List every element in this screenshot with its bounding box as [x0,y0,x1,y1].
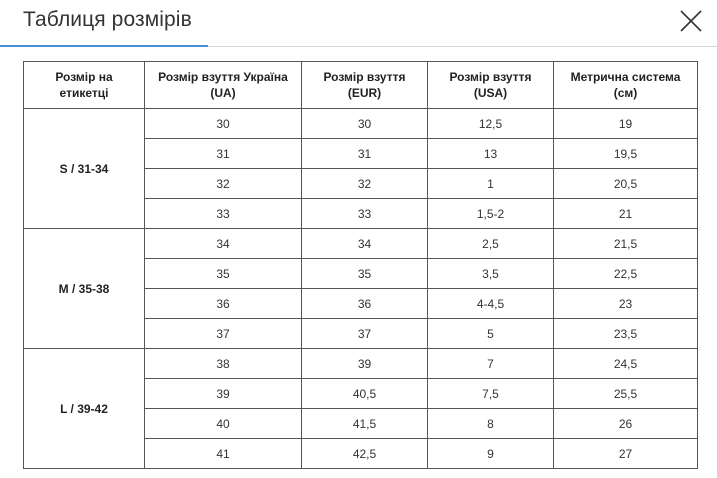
cell-usa: 8 [428,409,554,439]
table-row [24,349,698,379]
column-header-label: Розмір на етикетці [24,62,145,109]
cell-usa: 7,5 [428,379,554,409]
title-underline [0,45,208,47]
cell-ua: 35 [145,259,302,289]
cell-ua: 39 [145,379,302,409]
cell-cm: 25,5 [554,379,698,409]
cell-usa: 2,5 [428,229,554,259]
cell-ua: 37 [145,319,302,349]
cell-eur: 34 [302,229,428,259]
cell-cm: 22,5 [554,259,698,289]
close-button[interactable] [678,8,704,34]
modal-header [0,0,717,47]
size-group-label: L / 39-42 [24,349,145,469]
cell-cm: 19,5 [554,139,698,169]
cell-usa: 12,5 [428,109,554,139]
cell-eur: 39 [302,349,428,379]
size-group-label: S / 31-34 [24,109,145,229]
cell-cm: 20,5 [554,169,698,199]
cell-eur: 41,5 [302,409,428,439]
cell-usa: 5 [428,319,554,349]
cell-ua: 30 [145,109,302,139]
size-table-body [24,109,698,469]
cell-ua: 36 [145,289,302,319]
cell-eur: 31 [302,139,428,169]
cell-cm: 26 [554,409,698,439]
size-table-head [24,62,698,109]
cell-ua: 31 [145,139,302,169]
cell-ua: 33 [145,199,302,229]
cell-usa: 4-4,5 [428,289,554,319]
cell-eur: 40,5 [302,379,428,409]
cell-eur: 32 [302,169,428,199]
cell-eur: 30 [302,109,428,139]
cell-usa: 1 [428,169,554,199]
cell-usa: 7 [428,349,554,379]
modal-title: Таблиця розмірів [23,8,192,31]
cell-cm: 23,5 [554,319,698,349]
cell-cm: 23 [554,289,698,319]
cell-usa: 1,5-2 [428,199,554,229]
cell-ua: 32 [145,169,302,199]
cell-ua: 41 [145,439,302,469]
cell-cm: 24,5 [554,349,698,379]
cell-eur: 33 [302,199,428,229]
cell-ua: 38 [145,349,302,379]
column-header-usa: Розмір взуття (USA) [428,62,554,109]
cell-eur: 42,5 [302,439,428,469]
size-table [23,61,698,469]
column-header-eur: Розмір взуття (EUR) [302,62,428,109]
column-header-cm: Метрична система (см) [554,62,698,109]
cell-cm: 21 [554,199,698,229]
cell-ua: 40 [145,409,302,439]
cell-cm: 19 [554,109,698,139]
cell-usa: 9 [428,439,554,469]
cell-eur: 36 [302,289,428,319]
size-group-label: M / 35-38 [24,229,145,349]
cell-eur: 37 [302,319,428,349]
cell-usa: 3,5 [428,259,554,289]
cell-ua: 34 [145,229,302,259]
column-header-ua: Розмір взуття Україна (UA) [145,62,302,109]
header-row [24,62,698,109]
cell-cm: 21,5 [554,229,698,259]
table-row [24,109,698,139]
cell-cm: 27 [554,439,698,469]
table-row [24,229,698,259]
cell-eur: 35 [302,259,428,289]
close-icon [678,8,704,34]
cell-usa: 13 [428,139,554,169]
